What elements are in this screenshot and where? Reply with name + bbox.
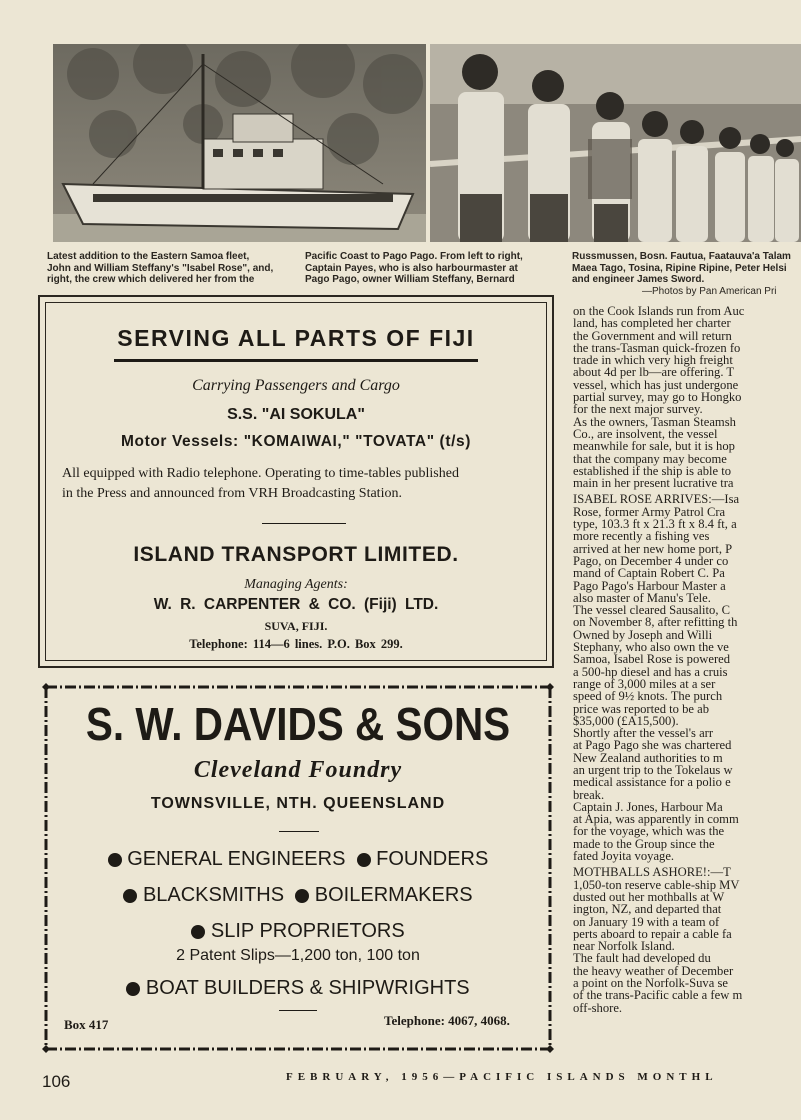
article-line: a 500-hp diesel and has a cruis: [573, 664, 728, 679]
ad2-services-line1: GENERAL ENGINEERS FOUNDERS: [42, 848, 554, 871]
ad1-divider: [262, 523, 346, 524]
photo-caption-col3: Russmussen, Bosn. Fautua, Faatauva'a Talam Maea Tago, Tosina, Ripine Ripine, Peter Helsi and engineer James Sword. —Photos by Pan American Pri: [572, 251, 801, 297]
ad2-divider: [279, 831, 319, 832]
article-line: on the Cook Islands run from Auc: [573, 305, 745, 318]
article-line: for the next major survey.: [573, 402, 703, 417]
davids-foundry-ad: [42, 683, 554, 1053]
ad2-services-line4: BOAT BUILDERS & SHIPWRIGHTS: [42, 977, 554, 1000]
article-line: for the voyage, which was the: [573, 824, 725, 839]
article-line: partial survey, may go to Hongko: [573, 390, 742, 405]
article-line: price was reported to be ab: [573, 701, 710, 716]
article-line: arrived at her new home port, P: [573, 541, 733, 556]
article-line: the trans-Tasman quick-frozen fo: [573, 340, 741, 355]
article-line: the Government and will return: [573, 328, 732, 343]
article-line: Rose, former Army Patrol Cra: [573, 504, 726, 519]
article-line: perts aboard to repair a cable fa: [573, 926, 732, 941]
article-line: at Pago Pago she was chartered: [573, 738, 732, 753]
article-line: $35,000 (£A15,500).: [573, 713, 679, 728]
article-line: Pago Pago's Harbour Master a: [573, 578, 726, 593]
ad1-heading: SERVING ALL PARTS OF FIJI: [117, 325, 475, 351]
article-line: that the company may become: [573, 451, 727, 466]
article-line: speed of 9½ knots. The purch: [573, 689, 723, 704]
fiji-shipping-ad: [38, 295, 554, 668]
article-line: off-shore.: [573, 1000, 623, 1014]
ad1-agents: W. R. CARPENTER & CO. (Fiji) LTD.: [153, 596, 439, 613]
bullet-icon: [108, 853, 122, 867]
article-line: on November 8, after refitting th: [573, 615, 738, 630]
ad1-company: ISLAND TRANSPORT LIMITED.: [133, 543, 459, 566]
article-line: land, has completed her charter: [573, 316, 731, 331]
article-line: on January 19 with a team of: [573, 914, 720, 929]
ad2-services-line2: BLACKSMITHS BOILERMAKERS: [42, 884, 554, 907]
article-line: the heavy weather of December: [573, 963, 734, 978]
article-column: [573, 305, 801, 1014]
ad2-box: Box 417: [64, 1017, 109, 1032]
article-line: established if the ship is able to: [573, 463, 732, 478]
article-line: of the trans-Pacific cable a few m: [573, 988, 743, 1003]
article-line: New Zealand authorities to m: [573, 750, 723, 765]
ad1-contact: Telephone: 114—6 lines. P.O. Box 299.: [189, 637, 403, 651]
article-line: ington, NZ, and departed that: [573, 902, 722, 917]
article-line: Captain J. Jones, Harbour Ma: [573, 799, 723, 814]
article-line: Shortly after the vessel's arr: [573, 726, 714, 741]
bullet-icon: [191, 925, 205, 939]
ad2-telephone: Telephone: 4067, 4068.: [384, 1013, 510, 1028]
article-line: an urgent trip to the Tokelaus w: [573, 762, 733, 777]
article-line: The vessel cleared Sausalito, C: [573, 603, 731, 618]
bullet-icon: [123, 889, 137, 903]
ad2-divider-bottom: [279, 1010, 317, 1011]
ad2-slips: 2 Patent Slips—1,200 ton, 100 ton: [176, 947, 420, 964]
ad2-sub: Cleveland Foundry: [193, 757, 403, 783]
ad1-vessels: Motor Vessels: "KOMAIWAI," "TOVATA" (t/s): [121, 433, 471, 450]
article-line: main in her present lucrative tra: [573, 476, 734, 491]
article-line: vessel, which has just undergone: [573, 377, 739, 392]
article-line: MOTHBALLS ASHORE!:—T: [573, 865, 731, 880]
article-line: medical assistance for a polio e: [573, 775, 731, 790]
page-number: 106: [42, 1072, 71, 1091]
article-line: a point on the Norfolk-Suva se: [573, 976, 728, 991]
article-line: fated Joyita voyage.: [573, 849, 675, 864]
bullet-icon: [295, 889, 309, 903]
boat-photo: [53, 44, 426, 242]
photo-caption-col1: Latest addition to the Eastern Samoa fleet, John and William Steffany's "Isabel Rose", and, right, the crew which delivered her from the: [47, 251, 274, 285]
ad1-agents-label: Managing Agents:: [244, 577, 348, 592]
article-line: near Norfolk Island.: [573, 939, 675, 954]
ad1-ship: S.S. "AI SOKULA": [227, 406, 365, 423]
crew-photo: [430, 44, 801, 242]
article-line: Samoa, Isabel Rose is powered: [573, 652, 731, 667]
article-line: trade in which very high freight: [573, 353, 733, 368]
article-line: Co., are insolvent, the vessel: [573, 426, 718, 441]
article-line: The fault had developed du: [573, 951, 711, 966]
article-line: range of 3,000 miles at a ser: [573, 676, 716, 691]
ad2-heading: S. W. DAVIDS & SONS: [85, 698, 511, 750]
article-line: more recently a fishing ves: [573, 529, 710, 544]
article-line: also master of Manu's Tele.: [573, 590, 711, 605]
photo-credit: —Photos by Pan American Pri: [642, 285, 777, 297]
article-line: mand of Captain Robert C. Pa: [573, 566, 725, 581]
ad2-location: TOWNSVILLE, NTH. QUEENSLAND: [150, 795, 446, 812]
ad2-services-line3: SLIP PROPRIETORS: [42, 920, 554, 943]
masthead: FEBRUARY, 1956—PACIFIC ISLANDS MONTHL: [286, 1071, 718, 1083]
article-line: Pago, on December 4 under co: [573, 553, 729, 568]
article-line: about 4d per lb—are offering. T: [573, 365, 735, 380]
article-line: Stephany, who also own the ve: [573, 640, 729, 655]
bullet-icon: [126, 982, 140, 996]
article-line: dusted out her mothballs at W: [573, 889, 725, 904]
article-line: made to the Group since the: [573, 836, 715, 851]
article-line: Owned by Joseph and Willi: [573, 627, 713, 642]
article-line: 1,050-ton reserve cable-ship MV: [573, 877, 740, 892]
article-line: at Apia, was apparently in comm: [573, 812, 739, 827]
article-line: meanwhile for sale, but it is hop: [573, 439, 735, 454]
ad1-rule: [114, 359, 478, 362]
bullet-icon: [357, 853, 371, 867]
article-line: As the owners, Tasman Steamsh: [573, 414, 736, 429]
ad1-description: All equipped with Radio telephone. Operating to time-tables published in the Press and announced from VRH Broadcasting Station.: [62, 466, 459, 501]
article-line: type, 103.3 ft x 21.3 ft x 8.4 ft, a: [573, 517, 737, 532]
ad1-tagline: Carrying Passengers and Cargo: [192, 377, 400, 394]
photo-caption-col2: Pacific Coast to Pago Pago. From left to right, Captain Payes, who is also harbourmaster at Pago Pago, owner William Steffany, Bernard: [305, 251, 523, 285]
article-line: ISABEL ROSE ARRIVES:—Isa: [573, 492, 740, 507]
article-line: break.: [573, 787, 605, 802]
ad1-city: SUVA, FIJI.: [264, 619, 328, 633]
